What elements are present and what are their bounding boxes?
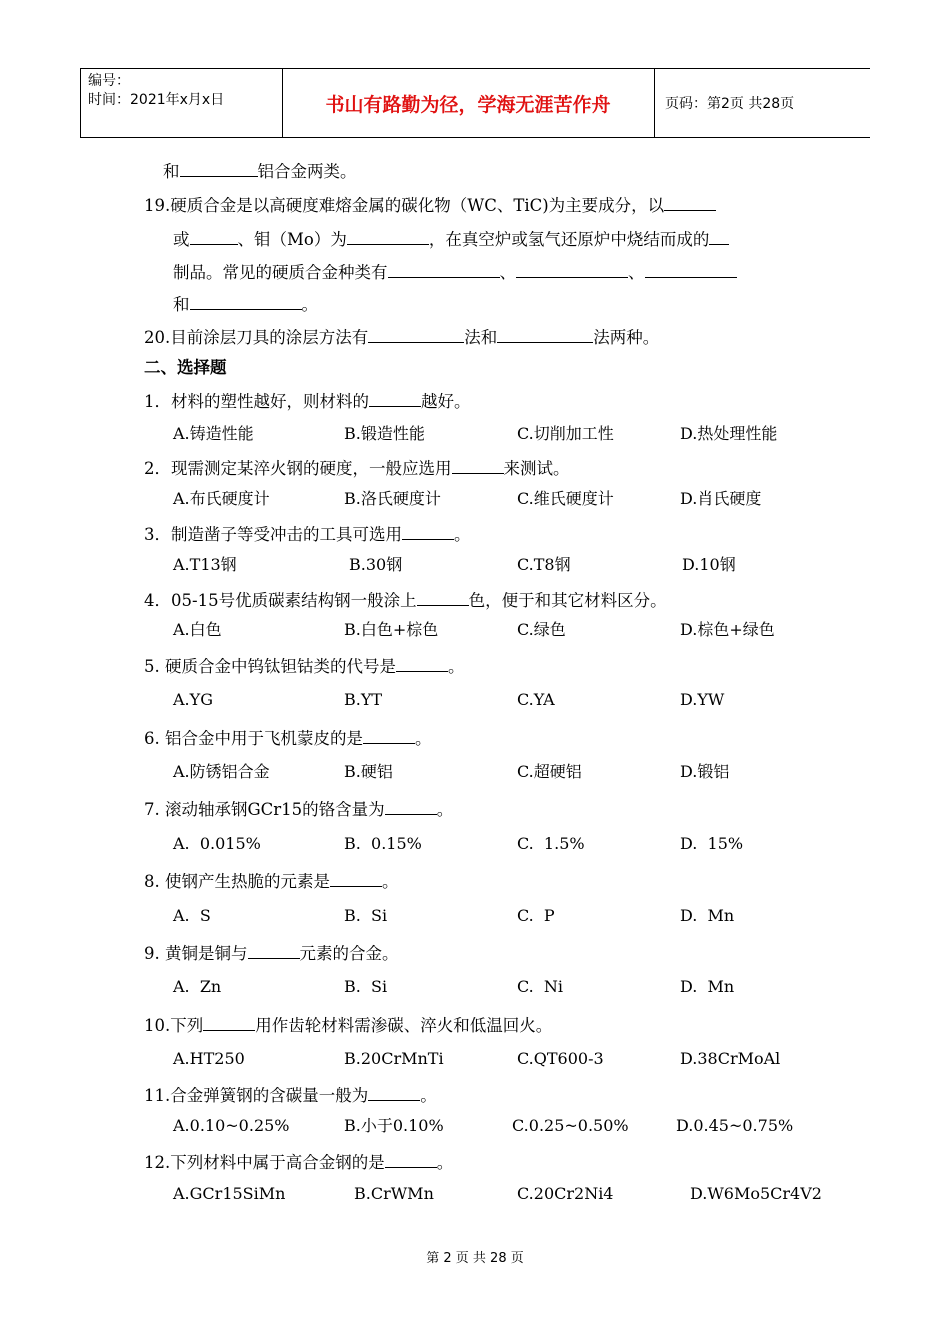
answer-option: C.T8钢 <box>517 555 571 574</box>
answer-option: C.维氏硬度计 <box>517 489 614 508</box>
question-stem: 12.下列材料中属于高合金钢的是 。 <box>144 1153 454 1172</box>
answer-blank <box>452 457 504 474</box>
question-stem: 4．05-15号优质碳素结构钢一般涂上 色，便于和其它材料区分。 <box>144 591 667 610</box>
answer-blank <box>180 160 258 177</box>
answer-option: B. Si <box>344 977 388 996</box>
answer-option: B.CrWMn <box>354 1184 434 1203</box>
answer-option: C.切削加工性 <box>517 424 614 443</box>
answer-option: C. 1.5% <box>517 834 585 853</box>
answer-option: D. Mn <box>680 906 735 925</box>
answer-option: B.30钢 <box>349 555 403 574</box>
answer-option: D.10钢 <box>682 555 736 574</box>
answer-blank <box>347 228 429 245</box>
answer-blank <box>369 390 421 407</box>
answer-blank <box>388 261 500 278</box>
header-meta <box>88 72 224 110</box>
answer-blank <box>368 1084 420 1101</box>
q19-line4: 和 。 <box>173 295 318 314</box>
answer-blank <box>330 870 382 887</box>
section-title-choice: 二、选择题 <box>144 358 227 377</box>
answer-option: B.20CrMnTi <box>344 1049 444 1068</box>
answer-blank <box>396 655 448 672</box>
answer-option: B.白色+棕色 <box>344 620 439 639</box>
answer-blank <box>385 798 437 815</box>
q19-line1: 19.硬质合金是以高硬度难熔金属的碳化物（WC、TiC)为主要成分，以 <box>144 194 716 216</box>
answer-blank <box>402 523 454 540</box>
answer-blank <box>709 228 729 245</box>
answer-option: C. P <box>517 906 555 925</box>
header-divider <box>80 69 81 137</box>
answer-blank <box>417 589 469 606</box>
question-stem: 9. 黄铜是铜与 元素的合金。 <box>144 944 399 963</box>
answer-blank <box>203 1014 255 1031</box>
answer-blank <box>190 293 302 310</box>
q19-line2: 或 、钼（Mo）为 ，在真空炉或氢气还原炉中烧结而成的 <box>173 228 729 250</box>
answer-option: D.0.45~0.75% <box>676 1116 794 1135</box>
question-stem: 7. 滚动轴承钢GCr15的铬含量为 。 <box>144 800 454 819</box>
answer-option: A.0.10~0.25% <box>173 1116 290 1135</box>
answer-option: A.铸造性能 <box>173 424 254 443</box>
answer-blank <box>368 326 464 343</box>
answer-blank <box>248 942 300 959</box>
page-footer: 第 2 页 共 28 页 <box>426 1251 524 1266</box>
question-stem: 8. 使钢产生热脆的元素是 。 <box>144 872 399 891</box>
header-motto: 书山有路勤为径，学海无涯苦作舟 <box>325 93 611 116</box>
answer-option: C.20Cr2Ni4 <box>517 1184 614 1203</box>
answer-blank <box>363 727 415 744</box>
answer-option: D. 15% <box>680 834 744 853</box>
answer-blank <box>497 326 593 343</box>
answer-blank <box>190 228 238 245</box>
answer-blank <box>645 261 737 278</box>
question-stem: 5. 硬质合金中钨钛钽钴类的代号是 。 <box>144 657 465 676</box>
answer-option: C. Ni <box>517 977 564 996</box>
answer-option: A. S <box>173 906 211 925</box>
answer-option: B. 0.15% <box>344 834 422 853</box>
answer-option: A.GCr15SiMn <box>173 1184 286 1203</box>
answer-option: D.W6Mo5Cr4V2 <box>690 1184 822 1203</box>
answer-option: A. Zn <box>173 977 222 996</box>
answer-option: A.布氏硬度计 <box>173 489 270 508</box>
answer-option: B. Si <box>344 906 388 925</box>
answer-blank <box>664 194 716 211</box>
question-stem: 3．制造凿子等受冲击的工具可选用 。 <box>144 525 471 544</box>
answer-option: D.肖氏硬度 <box>680 489 762 508</box>
answer-option: D. Mn <box>680 977 735 996</box>
question-stem: 11.合金弹簧钢的含碳量一般为 。 <box>144 1086 437 1105</box>
header-page-number: 页码：第2页 共28页 <box>665 96 795 112</box>
q20: 20.目前涂层刀具的涂层方法有 法和 法两种。 <box>144 328 660 347</box>
time-label: 时间：2021年x月x日 <box>88 92 225 108</box>
answer-option: B.YT <box>344 690 383 709</box>
answer-option: C.YA <box>517 690 555 709</box>
question-stem: 2．现需测定某淬火钢的硬度，一般应选用 来测试。 <box>144 459 570 478</box>
answer-option: D.锻铝 <box>680 762 730 781</box>
answer-option: A.防锈铝合金 <box>173 762 270 781</box>
answer-option: B.硬铝 <box>344 762 393 781</box>
answer-option: C.0.25~0.50% <box>512 1116 629 1135</box>
answer-blank <box>385 1151 437 1168</box>
header-divider <box>654 69 655 137</box>
question-stem: 6. 铝合金中用于飞机蒙皮的是 。 <box>144 729 432 748</box>
answer-option: C.QT600-3 <box>517 1049 604 1068</box>
answer-option: A. 0.015% <box>173 834 261 853</box>
answer-option: D.热处理性能 <box>680 424 778 443</box>
answer-option: D.YW <box>680 690 725 709</box>
q18-tail: 和 铝合金两类。 <box>163 162 357 181</box>
question-stem: 10.下列 用作齿轮材料需渗碳、淬火和低温回火。 <box>144 1016 553 1035</box>
answer-option: B.洛氏硬度计 <box>344 489 441 508</box>
answer-option: A.T13钢 <box>173 555 237 574</box>
question-stem: 1．材料的塑性越好，则材料的 越好。 <box>144 392 471 411</box>
answer-option: A.白色 <box>173 620 222 639</box>
q19-line3: 制品。常见的硬质合金种类有 、 、 <box>173 261 737 283</box>
answer-blank <box>516 261 628 278</box>
answer-option: D.棕色+绿色 <box>680 620 775 639</box>
page-header <box>80 68 870 138</box>
number-label: 编号： <box>88 73 130 89</box>
answer-option: B.小于0.10% <box>344 1116 444 1135</box>
answer-option: B.锻造性能 <box>344 424 425 443</box>
answer-option: D.38CrMoAl <box>680 1049 781 1068</box>
answer-option: A.YG <box>173 690 213 709</box>
answer-option: C.绿色 <box>517 620 566 639</box>
answer-option: C.超硬铝 <box>517 762 582 781</box>
answer-option: A.HT250 <box>173 1049 245 1068</box>
